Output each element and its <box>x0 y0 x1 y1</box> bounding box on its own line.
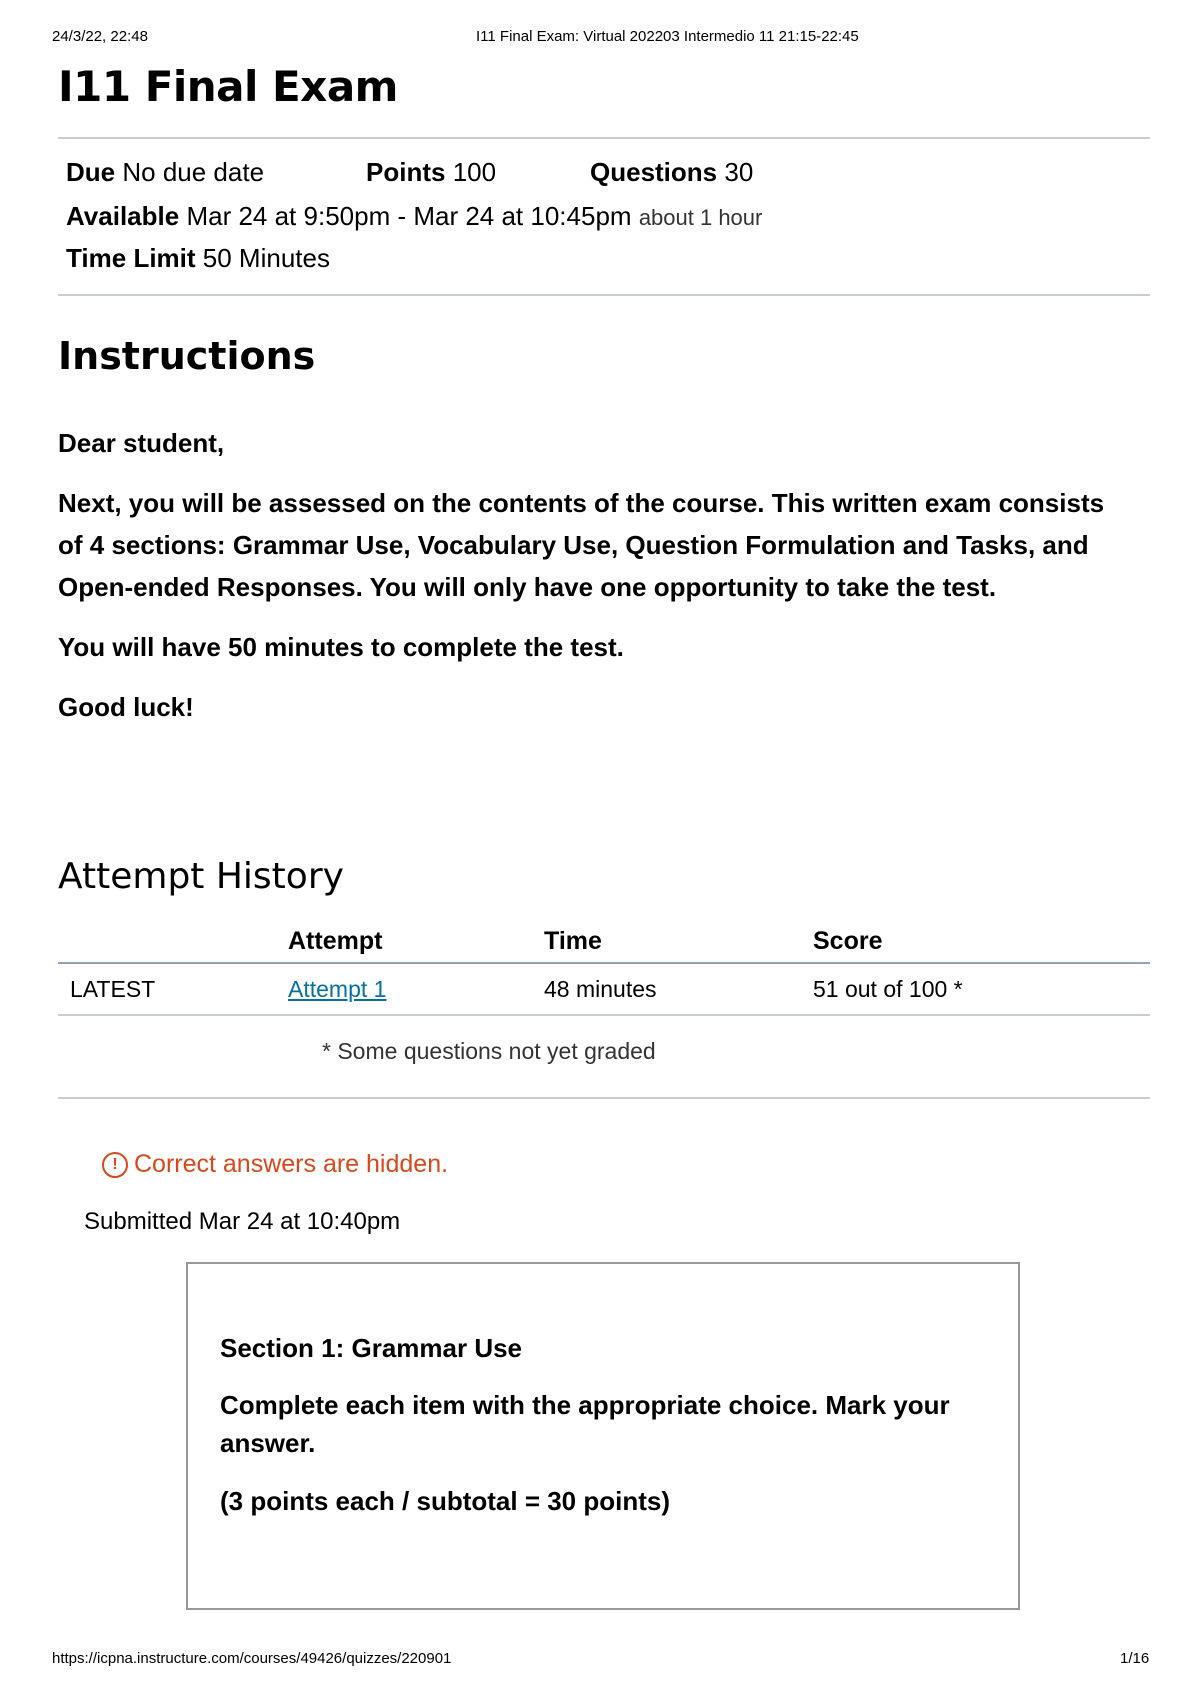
points-info <box>366 157 496 188</box>
column-header-score: Score <box>813 927 883 955</box>
grading-footnote: * Some questions not yet graded <box>322 1038 656 1064</box>
due-value: No due date <box>122 157 265 187</box>
alert-circle-icon: ! <box>102 1152 128 1178</box>
instructions-paragraph: Dear student, <box>58 428 225 458</box>
available-label: Available <box>66 201 180 231</box>
answers-hidden-text: Correct answers are hidden. <box>134 1150 449 1178</box>
instructions-paragraph: Next, you will be assessed on the contents of the course. This written exam consists of 4 sections: Grammar Use, Vocabulary Use, Question Formulation and Tasks, and Open-ended Responses. You will only have one opportunity to take the test. <box>58 488 1105 602</box>
print-url: https://icpna.instructure.com/courses/49426/quizzes/220901 <box>52 1650 452 1667</box>
questions-label: Questions <box>590 157 718 187</box>
section-instruction: Complete each item with the appropriate choice. Mark your answer. <box>220 1390 950 1458</box>
time-limit-label: Time Limit <box>66 243 196 273</box>
page-title: I11 Final Exam <box>58 62 398 111</box>
points-value: 100 <box>452 157 497 187</box>
instructions-paragraph: Good luck! <box>58 692 194 722</box>
print-datetime: 24/3/22, 22:48 <box>52 28 148 45</box>
available-info <box>66 201 762 232</box>
attempt-1-link[interactable]: Attempt 1 <box>288 976 387 1002</box>
attempt-history-heading: Attempt History <box>58 856 344 897</box>
questions-value: 30 <box>724 157 754 187</box>
attempt-time: 48 minutes <box>544 976 657 1002</box>
table-row-rule <box>58 1014 1150 1016</box>
instructions-body <box>58 422 1118 746</box>
latest-tag: LATEST <box>70 976 156 1002</box>
section-points: (3 points each / subtotal = 30 points) <box>220 1486 671 1516</box>
print-page-title: I11 Final Exam: Virtual 202203 Intermedio 11 21:15-22:45 <box>476 28 859 45</box>
answers-hidden-notice <box>102 1150 448 1179</box>
attempt-score: 51 out of 100 * <box>813 976 963 1002</box>
column-header-time: Time <box>544 927 602 955</box>
instructions-heading: Instructions <box>58 334 316 378</box>
due-info <box>66 157 264 188</box>
divider <box>58 137 1150 139</box>
available-value: Mar 24 at 9:50pm - Mar 24 at 10:45pm <box>186 201 632 231</box>
divider <box>58 294 1150 296</box>
due-label: Due <box>66 157 116 187</box>
divider <box>58 1097 1150 1099</box>
section-title: Section 1: Grammar Use <box>220 1333 523 1363</box>
instructions-paragraph: You will have 50 minutes to complete the test. <box>58 632 624 662</box>
column-header-attempt: Attempt <box>288 927 383 955</box>
points-label: Points <box>366 157 446 187</box>
available-duration: about 1 hour <box>638 205 763 230</box>
table-header-rule <box>58 962 1150 964</box>
print-page-number: 1/16 <box>1120 1650 1150 1667</box>
questions-info <box>590 157 753 188</box>
submitted-time: Submitted Mar 24 at 10:40pm <box>84 1208 401 1235</box>
time-limit-info <box>66 243 330 274</box>
time-limit-value: 50 Minutes <box>202 243 330 273</box>
